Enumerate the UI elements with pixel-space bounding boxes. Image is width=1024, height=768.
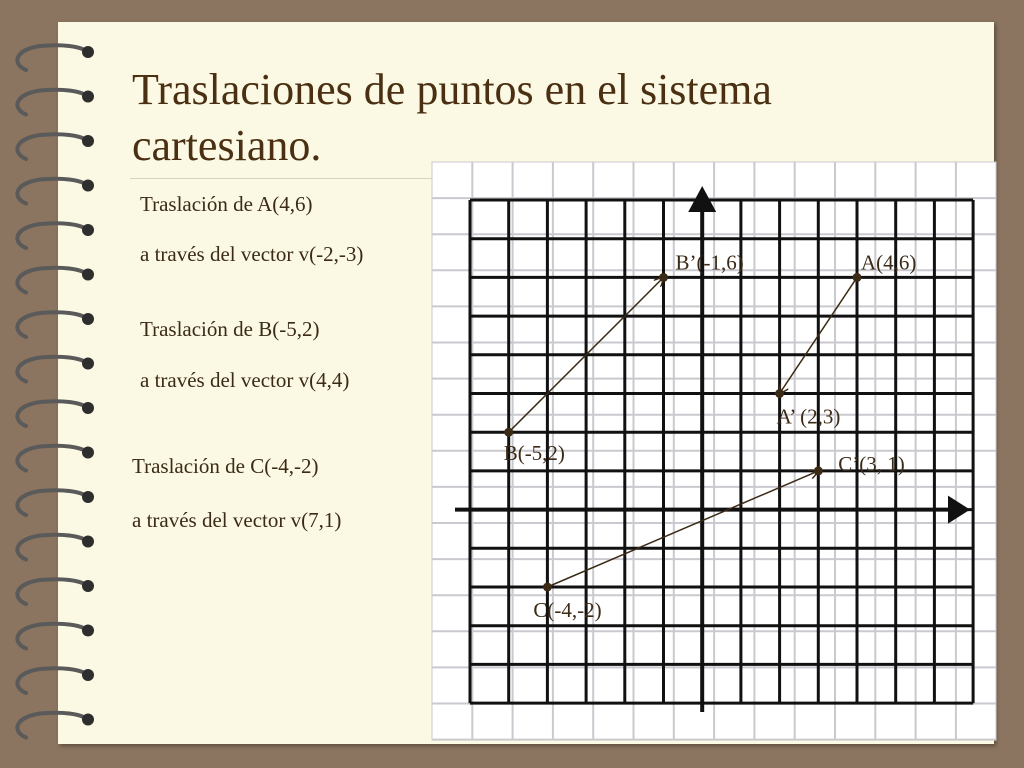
translation-c-line2: a través del vector v(7,1) xyxy=(132,508,342,532)
label-c-prime: C’(3, 1) xyxy=(838,451,905,476)
point-b-prime xyxy=(659,273,668,282)
translation-a-line1: Traslación de A(4,6) xyxy=(140,192,313,216)
point-b xyxy=(504,428,513,437)
translation-b-line1: Traslación de B(-5,2) xyxy=(140,317,320,341)
label-c: C(-4,-2) xyxy=(533,598,602,622)
label-a-prime: A’ (2,3) xyxy=(776,404,841,429)
translation-a-line2: a través del vector v(-2,-3) xyxy=(140,242,364,266)
translation-c-line1: Traslación de C(-4,-2) xyxy=(132,454,319,478)
point-a-prime xyxy=(775,389,784,398)
label-b: B(-5,2) xyxy=(503,441,565,466)
label-b-prime: B’(-1,6) xyxy=(675,250,744,275)
translation-b-line2: a través del vector v(4,4) xyxy=(140,368,350,392)
point-c xyxy=(543,583,552,592)
point-c-prime xyxy=(814,466,823,475)
page-title: Traslaciones de puntos en el sistema cartesiano. xyxy=(132,65,772,170)
label-a: A(4,6) xyxy=(861,250,917,275)
